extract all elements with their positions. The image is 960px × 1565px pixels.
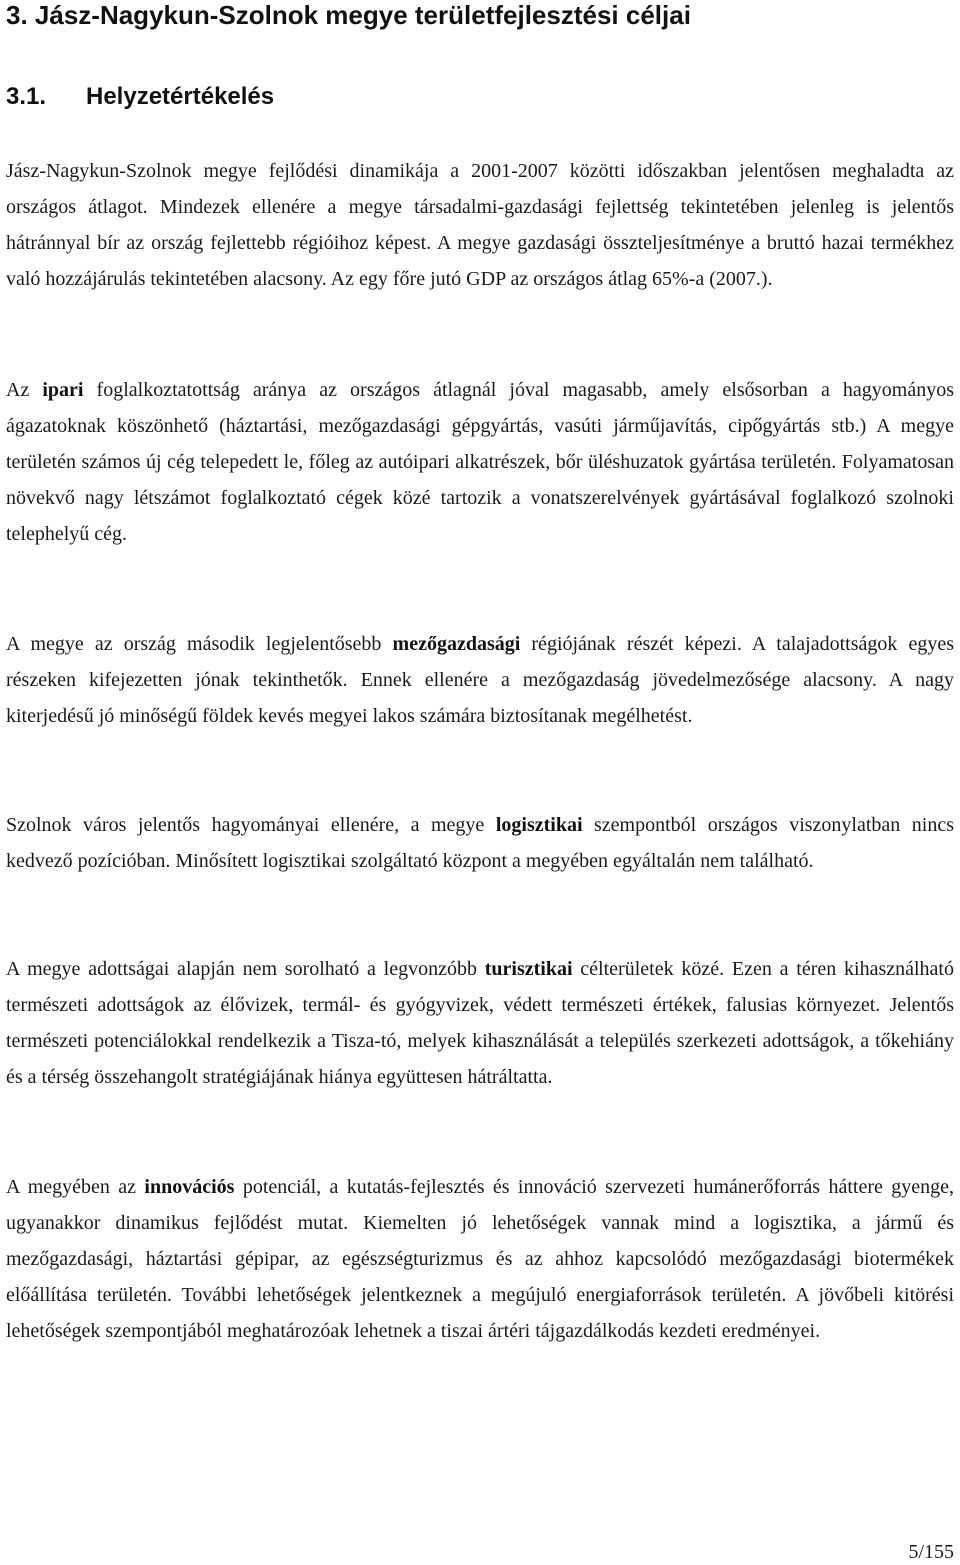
paragraph-text: Az <box>6 379 43 401</box>
paragraph-innovation <box>6 1169 954 1349</box>
paragraph-text: potenciál, a kutatás-fejlesztés és innováció szervezeti humánerőforrás háttere gyenge, ugyanakkor dinamikus fejlődést mutat. Kiemelten jó lehetőségek vannak mind a logisztika, a jármű és mezőgazdasági, háztartási gépipar, az egészségturizmus és az ahhoz kapcsolódó mezőgazdasági biotermékek előállítása területén. További lehetőségek jelentkeznek a megújuló energiaforrások területén. A jövőbeli kitörési lehetőségek szempontjából meghatározóak lehetnek a tiszai ártéri tájgazdálkodás kezdeti eredményei. <box>6 1176 954 1342</box>
paragraph-text: A megyében az <box>6 1176 145 1198</box>
keyword-bold: logisztikai <box>495 814 583 836</box>
paragraph-overview: Jász-Nagykun-Szolnok megye fejlődési dinamikája a 2001-2007 közötti időszakban jelentősen meghaladta az országos átlagot. Mindezek ellenére a megye társadalmi-gazdasági fejlettség tekintetében jelenleg is jelentős hátránnyal bír az ország fejlettebb régióihoz képest. A megye gazdasági összteljesítménye a bruttó hazai termékhez való hozzájárulás tekintetében alacsony. Az egy főre jutó GDP az országos átlag 65%-a (2007.). <box>6 160 954 290</box>
paragraph-text: foglalkoztatottság aránya az országos átlagnál jóval magasabb, amely elsősorban a hagyományos ágazatoknak köszönhető (háztartási, mezőgazdasági gépgyártás, vasúti járműjavítás, cipőgyártás stb.) A megye területén számos új cég telepedett le, főleg az autóipari alkatrészek, bőr üléshuzatok gyártása területén. Folyamatosan növekvő nagy létszámot foglalkoztató cégek közé tartozik a vonatszerelvények gyártásával foglalkozó szolnoki telephelyű cég. <box>6 379 954 545</box>
paragraph-tourism <box>6 951 954 1095</box>
paragraph-text: A megye adottságai alapján nem sorolható a legvonzóbb <box>6 958 485 980</box>
keyword-bold: mezőgazdasági <box>392 633 521 655</box>
chapter-title: 3. Jász-Nagykun-Szolnok megye területfejlesztési céljai <box>6 0 691 30</box>
section-title: Helyzetértékelés <box>86 83 275 110</box>
page-number: 5/155 <box>908 1541 954 1563</box>
paragraph-text: Szolnok város jelentős hagyományai ellenére, a megye <box>6 814 496 836</box>
keyword-bold: innovációs <box>144 1176 235 1198</box>
paragraph-text: célterületek közé. Ezen a téren kihasználható természeti adottságok az élővizek, termál- és gyógyvizek, védett természeti értékek, falusias környezet. Jelentős természeti potenciálokkal rendelkezik a Tisza-tó, melyek kihasználását a település szerkezeti adottságok, a tőkehiány és a térség összehangolt stratégiájának hiánya együttesen hátráltatta. <box>6 958 954 1088</box>
keyword-bold: ipari <box>42 379 84 401</box>
section-number: 3.1. <box>6 83 47 110</box>
paragraph-logistics <box>6 807 954 879</box>
paragraph-text: régiójának részét képezi. A talajadottságok egyes részeken kifejezetten jónak tekinthetők. Ennek ellenére a mezőgazdaság jövedelmezősége alacsony. A nagy kiterjedésű jó minőségű földek kevés megyei lakos számára biztosítanak megélhetést. <box>6 633 954 727</box>
paragraph-agriculture <box>6 626 954 734</box>
paragraph-industry <box>6 372 954 552</box>
paragraph-text: A megye az ország második legjelentősebb <box>6 633 393 655</box>
keyword-bold: turisztikai <box>484 958 573 980</box>
section-heading <box>6 82 274 112</box>
paragraph-text: szempontból országos viszonylatban nincs kedvező pozícióban. Minősített logisztikai szolgáltató központ a megyében egyáltalán nem található. <box>6 814 954 872</box>
